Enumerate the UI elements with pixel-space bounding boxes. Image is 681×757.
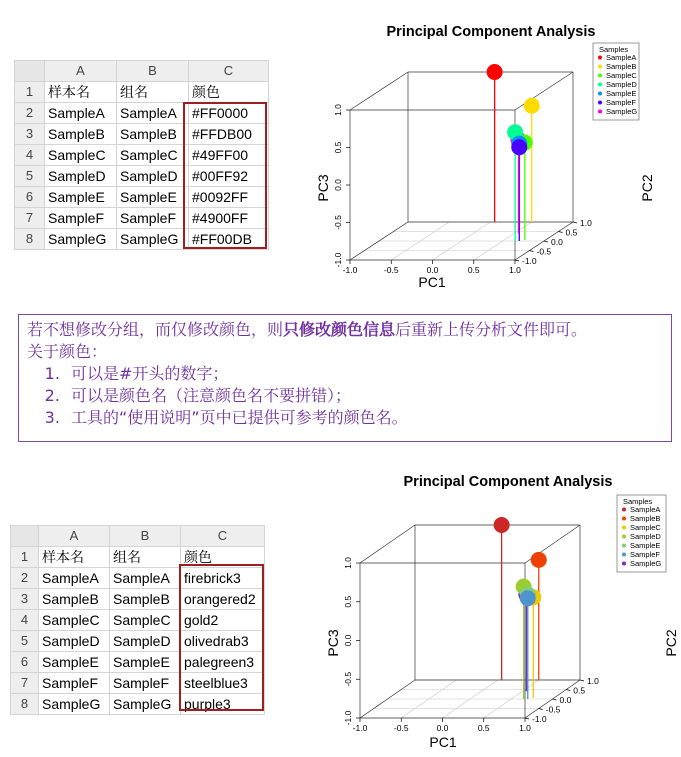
column-header-a[interactable]: A — [45, 61, 117, 82]
z-axis-label: PC3 — [315, 174, 331, 202]
table-row — [11, 631, 265, 652]
legend-entry: SampleC — [606, 71, 637, 80]
y-axis-label: PC2 — [639, 174, 655, 202]
cell-group-name[interactable]: SampleA — [117, 103, 189, 124]
row-header[interactable]: 8 — [15, 229, 45, 250]
select-all-corner[interactable] — [15, 61, 45, 82]
legend-entry: SampleB — [630, 514, 661, 523]
instruction-text: 若不想修改分组，而仅修改颜色，则 — [27, 320, 284, 339]
table-row — [15, 145, 269, 166]
cell-group-name[interactable]: SampleF — [110, 673, 181, 694]
column-header-b[interactable]: B — [110, 526, 181, 547]
legend-title: Samples — [599, 45, 629, 54]
legend-entry: SampleA — [630, 505, 661, 514]
y-tick-label: -1.0 — [532, 714, 547, 724]
pca-3d-plot-named — [300, 470, 680, 755]
data-point-samplef — [511, 139, 527, 155]
legend-entry: SampleD — [630, 532, 661, 541]
x-tick-label: -0.5 — [393, 723, 409, 733]
table-row — [15, 208, 269, 229]
cell-sample-name[interactable]: SampleE — [45, 187, 117, 208]
row-header[interactable]: 7 — [11, 673, 39, 694]
y-tick-label: 0.5 — [565, 227, 578, 238]
cell-color[interactable]: 颜色 — [181, 547, 265, 568]
cell-sample-name[interactable]: 样本名 — [39, 547, 110, 568]
cell-color[interactable]: steelblue3 — [181, 673, 265, 694]
legend-entry: SampleE — [630, 541, 661, 550]
table-row — [15, 229, 269, 250]
legend-entry: SampleB — [606, 62, 637, 71]
z-tick-label: -1.0 — [343, 710, 353, 726]
cell-sample-name[interactable]: 样本名 — [45, 82, 117, 103]
z-tick-label: 0.0 — [333, 179, 343, 191]
cell-sample-name[interactable]: SampleE — [39, 652, 110, 673]
data-point-sampleb — [531, 552, 547, 568]
y-tick-label: -0.5 — [536, 246, 552, 257]
legend-entry: SampleA — [606, 53, 637, 62]
row-header[interactable]: 8 — [11, 694, 39, 715]
cell-group-name[interactable]: SampleA — [110, 568, 181, 589]
legend-swatch — [622, 562, 626, 566]
cell-color[interactable]: #49FF00 — [189, 145, 269, 166]
y-tick-label: -0.5 — [545, 704, 561, 715]
y-tick-mark — [553, 699, 557, 700]
cell-sample-name[interactable]: SampleC — [39, 610, 110, 631]
instruction-line-1 — [27, 319, 671, 341]
row-header[interactable]: 4 — [15, 145, 45, 166]
table-row — [11, 673, 265, 694]
z-tick-label: 0.5 — [343, 595, 353, 608]
cell-group-name[interactable]: SampleG — [110, 694, 181, 715]
y-tick-label: 0.0 — [551, 237, 563, 247]
table-row — [11, 694, 265, 715]
x-tick-label: 0.5 — [477, 723, 490, 733]
cell-color[interactable]: gold2 — [181, 610, 265, 631]
x-tick-label: 0.5 — [467, 265, 480, 275]
z-tick-label: 0.0 — [343, 634, 353, 647]
cell-color[interactable]: 颜色 — [189, 82, 269, 103]
y-tick-mark — [539, 709, 543, 710]
table-row — [15, 187, 269, 208]
legend-title: Samples — [623, 497, 653, 506]
cell-color[interactable]: olivedrab3 — [181, 631, 265, 652]
y-tick-label: 1.0 — [580, 218, 592, 228]
cell-group-name[interactable]: SampleC — [110, 610, 181, 631]
data-point-sampleb — [524, 98, 540, 114]
select-all-corner[interactable] — [11, 526, 39, 547]
row-header[interactable]: 5 — [15, 166, 45, 187]
box-edge — [350, 72, 408, 110]
table-row — [11, 589, 265, 610]
cell-group-name[interactable]: 组名 — [117, 82, 189, 103]
data-point-samplef — [520, 590, 536, 606]
cell-sample-name[interactable]: SampleD — [45, 166, 117, 187]
legend-entry: SampleF — [606, 98, 637, 107]
row-header[interactable]: 3 — [15, 124, 45, 145]
z-tick-label: 1.0 — [333, 104, 343, 116]
cell-group-name[interactable]: SampleB — [110, 589, 181, 610]
cell-sample-name[interactable]: SampleF — [39, 673, 110, 694]
instruction-text-end: 后重新上传分析文件即可。 — [395, 320, 588, 339]
legend-swatch — [598, 56, 602, 60]
legend-swatch — [622, 544, 626, 548]
cell-group-name[interactable]: SampleB — [117, 124, 189, 145]
cell-group-name[interactable]: SampleD — [110, 631, 181, 652]
chart-title: Principal Component Analysis — [403, 474, 613, 490]
cell-sample-name[interactable]: SampleF — [45, 208, 117, 229]
row-header[interactable]: 2 — [15, 103, 45, 124]
column-header-row — [11, 526, 265, 547]
y-tick-mark — [544, 241, 548, 242]
cell-group-name[interactable]: SampleC — [117, 145, 189, 166]
x-tick-label: 0.0 — [436, 723, 449, 733]
x-axis-label: PC1 — [429, 734, 457, 750]
cell-group-name[interactable]: 组名 — [110, 547, 181, 568]
cell-color[interactable]: #FF0000 — [189, 103, 269, 124]
z-tick-label: 1.0 — [343, 557, 353, 569]
legend-entry: SampleD — [606, 80, 637, 89]
cell-sample-name[interactable]: SampleB — [39, 589, 110, 610]
y-tick-label: 0.5 — [573, 685, 586, 696]
column-header-c[interactable]: C — [181, 526, 265, 547]
x-tick-label: 0.0 — [426, 265, 439, 275]
z-tick-label: -0.5 — [343, 671, 353, 687]
color-rule-item: 3. 工具的“使用说明”页中已提供可参考的颜色名。 — [65, 407, 671, 429]
chart-title: Principal Component Analysis — [386, 24, 596, 40]
y-tick-mark — [525, 718, 529, 719]
legend-swatch — [622, 535, 626, 539]
z-axis-label: PC3 — [325, 629, 341, 657]
row-header[interactable]: 5 — [11, 631, 39, 652]
data-point-samplea — [494, 517, 510, 533]
table-row — [15, 124, 269, 145]
legend-swatch — [598, 101, 602, 105]
color-rule-item: 2. 可以是颜色名（注意颜色名不要拼错）； — [65, 385, 671, 407]
cell-group-name[interactable]: SampleG — [117, 229, 189, 250]
z-tick-label: -0.5 — [333, 215, 343, 230]
cell-group-name[interactable]: SampleF — [117, 208, 189, 229]
y-tick-label: -1.0 — [522, 256, 537, 266]
table-row — [11, 652, 265, 673]
y-tick-mark — [559, 232, 563, 233]
row-header[interactable]: 6 — [15, 187, 45, 208]
cell-color[interactable]: #00FF92 — [189, 166, 269, 187]
data-point-samplea — [487, 64, 503, 80]
legend-swatch — [598, 110, 602, 114]
row-header[interactable]: 7 — [15, 208, 45, 229]
cell-group-name[interactable]: SampleE — [117, 187, 189, 208]
pca-3d-plot-hex — [300, 18, 675, 298]
cell-color[interactable]: #0092FF — [189, 187, 269, 208]
cell-sample-name[interactable]: SampleG — [45, 229, 117, 250]
y-tick-mark — [530, 251, 534, 252]
legend-entry: SampleG — [630, 559, 662, 568]
legend-swatch — [622, 517, 626, 521]
cell-sample-name[interactable]: SampleC — [45, 145, 117, 166]
column-header-c[interactable]: C — [189, 61, 269, 82]
cell-sample-name[interactable]: SampleA — [39, 568, 110, 589]
cell-color[interactable]: purple3 — [181, 694, 265, 715]
row-header[interactable]: 4 — [11, 610, 39, 631]
column-header-a[interactable]: A — [39, 526, 110, 547]
y-tick-mark — [566, 690, 570, 691]
legend-swatch — [622, 508, 626, 512]
y-axis-label: PC2 — [663, 629, 679, 657]
column-header-b[interactable]: B — [117, 61, 189, 82]
about-colors-heading: 关于颜色： — [27, 342, 108, 361]
legend-entry: SampleG — [606, 107, 638, 116]
x-tick-label: 1.0 — [509, 265, 521, 275]
z-tick-label: -1.0 — [333, 252, 343, 268]
table-row — [11, 547, 265, 568]
z-tick-label: 0.5 — [333, 141, 343, 154]
legend-swatch — [622, 526, 626, 530]
cell-group-name[interactable]: SampleD — [117, 166, 189, 187]
cell-color[interactable]: #4900FF — [189, 208, 269, 229]
row-header[interactable]: 6 — [11, 652, 39, 673]
table-row — [11, 610, 265, 631]
y-tick-label: 0.0 — [559, 695, 572, 705]
cell-group-name[interactable]: SampleE — [110, 652, 181, 673]
color-rules-list — [27, 363, 671, 429]
row-header[interactable]: 1 — [15, 82, 45, 103]
x-tick-label: -0.5 — [383, 265, 399, 275]
spreadsheet-hex-colors — [14, 60, 269, 250]
row-header[interactable]: 3 — [11, 589, 39, 610]
box-edge — [515, 72, 573, 110]
box-edge — [360, 525, 415, 563]
color-instructions-box — [18, 314, 672, 442]
cell-color[interactable]: firebrick3 — [181, 568, 265, 589]
x-tick-label: -1.0 — [342, 265, 358, 275]
row-header[interactable]: 2 — [11, 568, 39, 589]
legend-entry: SampleF — [630, 550, 661, 559]
legend-swatch — [598, 92, 602, 96]
cell-sample-name[interactable]: SampleA — [45, 103, 117, 124]
table-row — [15, 166, 269, 187]
y-tick-mark — [580, 680, 584, 681]
x-axis-label: PC1 — [418, 274, 446, 290]
color-rule-item: 1. 可以是#开头的数字； — [65, 363, 671, 385]
column-header-row — [15, 61, 269, 82]
legend-swatch — [622, 553, 626, 557]
legend-entry: SampleC — [630, 523, 661, 532]
cell-color[interactable]: #FF00DB — [189, 229, 269, 250]
y-tick-mark — [515, 260, 519, 261]
legend-swatch — [598, 65, 602, 69]
cell-sample-name[interactable]: SampleG — [39, 694, 110, 715]
y-tick-mark — [573, 222, 577, 223]
table-row — [11, 568, 265, 589]
row-header[interactable]: 1 — [11, 547, 39, 568]
instruction-emphasis: 只修改颜色信息 — [283, 320, 396, 339]
y-tick-label: 1.0 — [587, 676, 599, 686]
x-tick-label: 1.0 — [519, 723, 531, 733]
cell-color[interactable]: orangered2 — [181, 589, 265, 610]
legend-swatch — [598, 83, 602, 87]
cell-color[interactable]: #FFDB00 — [189, 124, 269, 145]
cell-sample-name[interactable]: SampleD — [39, 631, 110, 652]
x-tick-label: -1.0 — [352, 723, 368, 733]
spreadsheet-named-colors — [10, 525, 265, 715]
table-row — [15, 82, 269, 103]
legend-entry: SampleE — [606, 89, 637, 98]
cell-color[interactable]: palegreen3 — [181, 652, 265, 673]
cell-sample-name[interactable]: SampleB — [45, 124, 117, 145]
legend-swatch — [598, 74, 602, 78]
table-row — [15, 103, 269, 124]
